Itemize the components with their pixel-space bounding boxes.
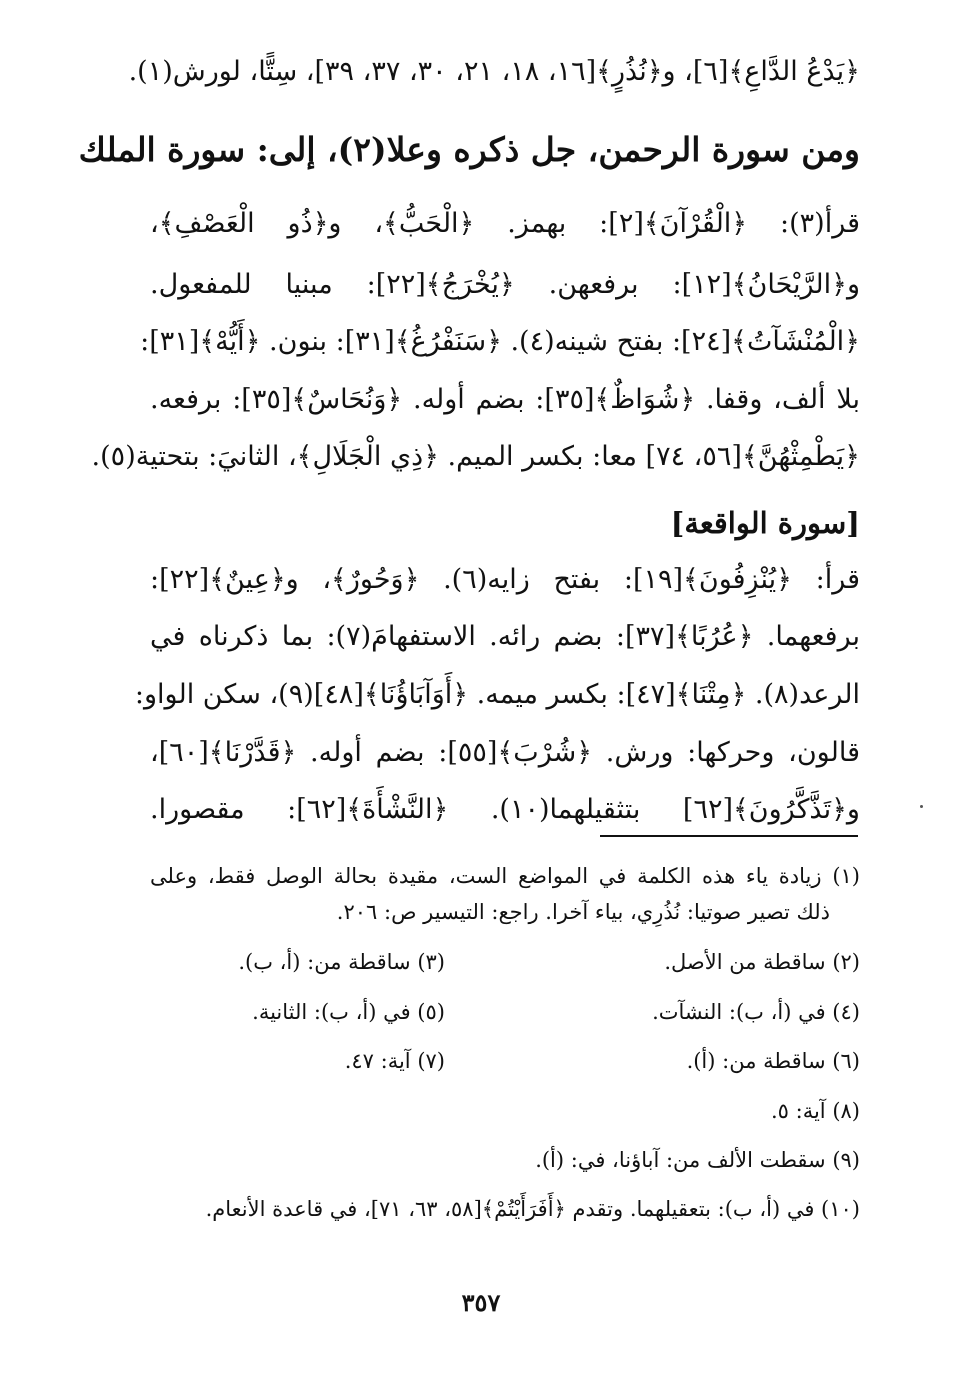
text-line-8: برفعهما. ﴿عُرُبًا﴾[٣٧]: بضم رائه. الاستفهامَ(٧): بما ذكرناه في [150, 621, 861, 652]
text-line-6: ﴿يَطْمِثْهُنَّ﴾[٥٦، ٧٤] معا: بكسر الميم. ﴿ذِي الْجَلَالِ﴾، الثانيَ: بتحتية(٥). [91, 441, 860, 472]
footnote-5: (٥) في (أ، ب): الثانية. [252, 1000, 445, 1024]
footnote-8: (٨) آية: ٥. [770, 1099, 860, 1123]
text-line-11: و﴿تَذَّكَّرُونَ﴾[٦٢] بتثقيلهما(١٠). ﴿النَّشْأَةَ﴾[٦٢]: مقصورا. [150, 794, 860, 825]
text-line-4: ﴿الْمُنْشَآتُ﴾[٢٤]: بفتح شينه(٤). ﴿سَنَفْرُغُ﴾[٣١]: بنون. ﴿أَيُّهْ﴾[٣١]: [140, 326, 860, 357]
surah-heading-rahman: ومن سورة الرحمن، جل ذكره وعلا(٢)، إلى: سورة الملك [78, 130, 860, 169]
footnote-divider [600, 835, 858, 837]
footnote-1-line-1: (١) زيادة ياء هذه الكلمة في المواضع الست، مقيدة بحالة الوصل فقط، وعلى [150, 864, 860, 888]
scan-dot [920, 805, 923, 808]
footnote-4: (٤) في (أ، ب): النشآت. [652, 1000, 860, 1024]
footnote-7: (٧) آية: ٤٧. [344, 1049, 445, 1073]
footnote-1-line-2: ذلك تصير صوتيا: نُذُرِي، بياء آخرا. راجع: التيسير ص: ٢٠٦. [336, 900, 830, 924]
text-line-5: بلا ألف، وقفا. ﴿شُوَاظٌ﴾[٣٥]: بضم أوله. ﴿وَنُحَاسٌ﴾[٣٥]: برفعه. [150, 384, 860, 415]
text-line-3: و﴿الرَّيْحَانُ﴾[١٢]: برفعهن. ﴿يُخْرَجُ﴾[٢٢]: مبنيا للمفعول. [150, 269, 860, 300]
footnote-6: (٦) ساقطة من: (أ). [686, 1049, 860, 1073]
footnote-2: (٢) ساقطة من الأصل. [664, 950, 860, 974]
text-line-7: قرأ: ﴿يُنْزِفُونَ﴾[١٩]: بفتح زايه(٦). ﴿وَحُورٌ﴾، و﴿عِينٌ﴾[٢٢]: [150, 564, 860, 595]
footnote-3: (٣) ساقطة من: (أ، ب). [238, 950, 445, 974]
text-line-1: ﴿يَدْعُ الدَّاعِ﴾[٦]، و﴿نُذُرٍ﴾[١٦، ١٨، ٢١، ٣٠، ٣٧، ٣٩]، سِتًّا، لورش(١). [128, 56, 860, 87]
footnote-10: (١٠) في (أ، ب): بتعقيلهما. وتقدم ﴿أَفَرَأَيْتُمْ﴾[٥٨، ٦٣، ٧١]، في قاعدة الأنعام. [205, 1197, 860, 1221]
text-line-10: قالون، وحركها: ورش. ﴿شُرْبَ﴾[٥٥]: بضم أوله. ﴿قَدَّرْنَا﴾[٦٠]، [150, 737, 860, 768]
footnote-9: (٩) سقطت الألف من: آباؤنا، في: (أ). [535, 1148, 860, 1172]
text-line-9: الرعد(٨). ﴿مِتْنَا﴾[٤٧]: بكسر ميمه. ﴿أَوَآبَاؤُنَا﴾[٤٨](٩)، سكن الواو: [134, 679, 860, 710]
page-number: ٣٥٧ [461, 1288, 501, 1317]
surah-heading-waqiah: [سورة الواقعة] [670, 506, 860, 540]
text-line-2: قرأ(٣): ﴿الْقُرْآنَ﴾[٢]: بهمز. ﴿الْحَبُّ﴾، و﴿ذُو الْعَصْفِ﴾، [150, 208, 860, 239]
